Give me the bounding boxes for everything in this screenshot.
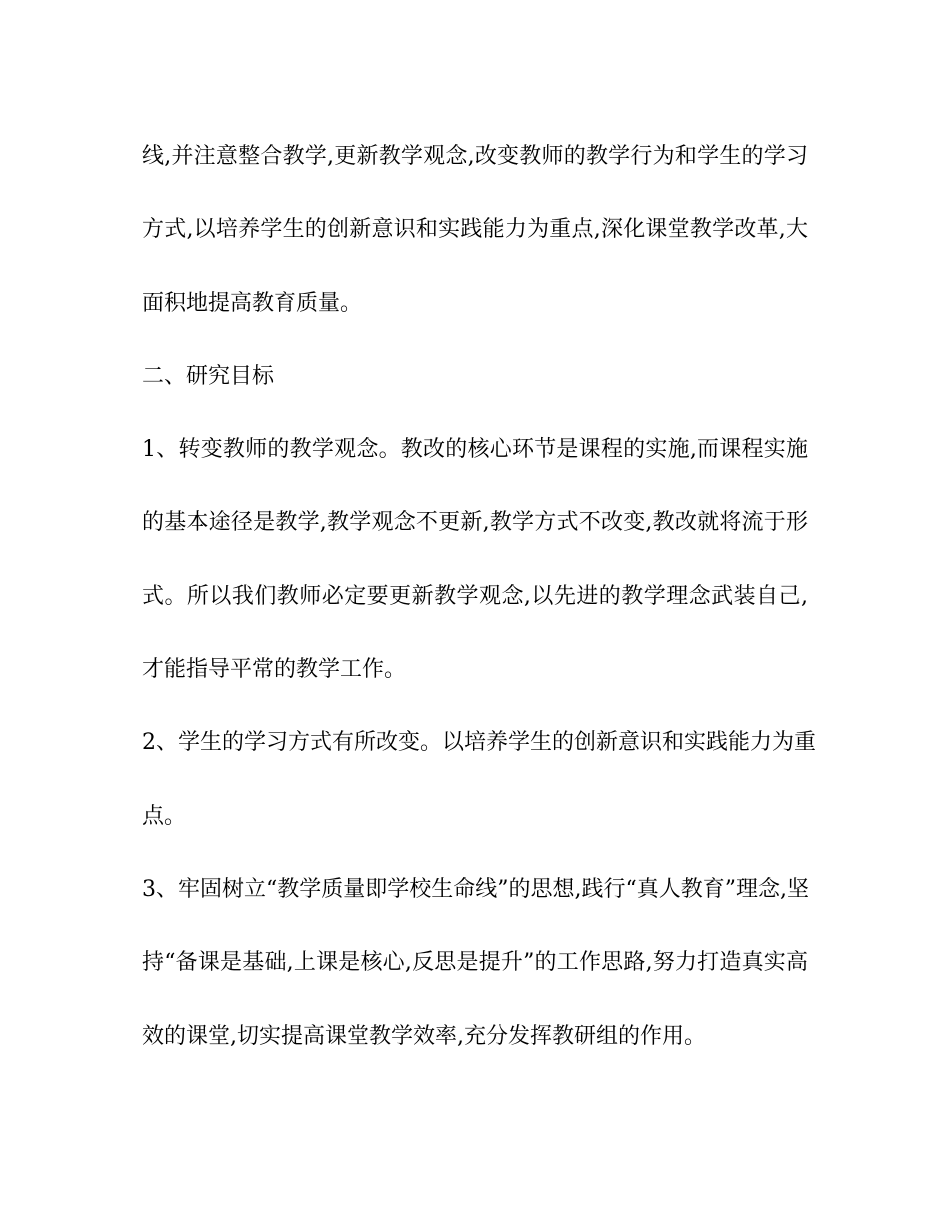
text-line-7: 式。所以我们教师必定要更新教学观念,以先进的教学理念武装自己, <box>142 583 808 609</box>
text-line-13: 效的课堂,切实提高课堂教学效率,充分发挥教研组的作用。 <box>142 1023 706 1049</box>
text-line-12: 持“备课是基础,上课是核心,反思是提升”的工作思路,努力打造真实高 <box>142 950 808 976</box>
text-line-5: 1、转变教师的教学观念。教改的核心环节是课程的实施,而课程实施 <box>142 437 808 463</box>
document-body <box>142 133 816 1086</box>
text-line-10: 点。 <box>142 803 187 829</box>
text-line-9: 2、学生的学习方式有所改变。以培养学生的创新意识和实践能力为重 <box>142 730 816 756</box>
text-line-6: 的基本途径是教学,教学观念不更新,教学方式不改变,教改就将流于形 <box>142 510 808 536</box>
section-heading: 二、研究目标 <box>142 363 275 389</box>
text-line-11: 3、牢固树立“教学质量即学校生命线”的思想,践行“真人教育”理念,坚 <box>142 876 809 902</box>
text-line-2: 方式,以培养学生的创新意识和实践能力为重点,深化课堂教学改革,大 <box>142 217 808 243</box>
text-line-1: 线,并注意整合教学,更新教学观念,改变教师的教学行为和学生的学习 <box>142 144 808 169</box>
text-line-3: 面积地提高教育质量。 <box>142 290 363 316</box>
text-line-8: 才能指导平常的教学工作。 <box>142 657 407 683</box>
